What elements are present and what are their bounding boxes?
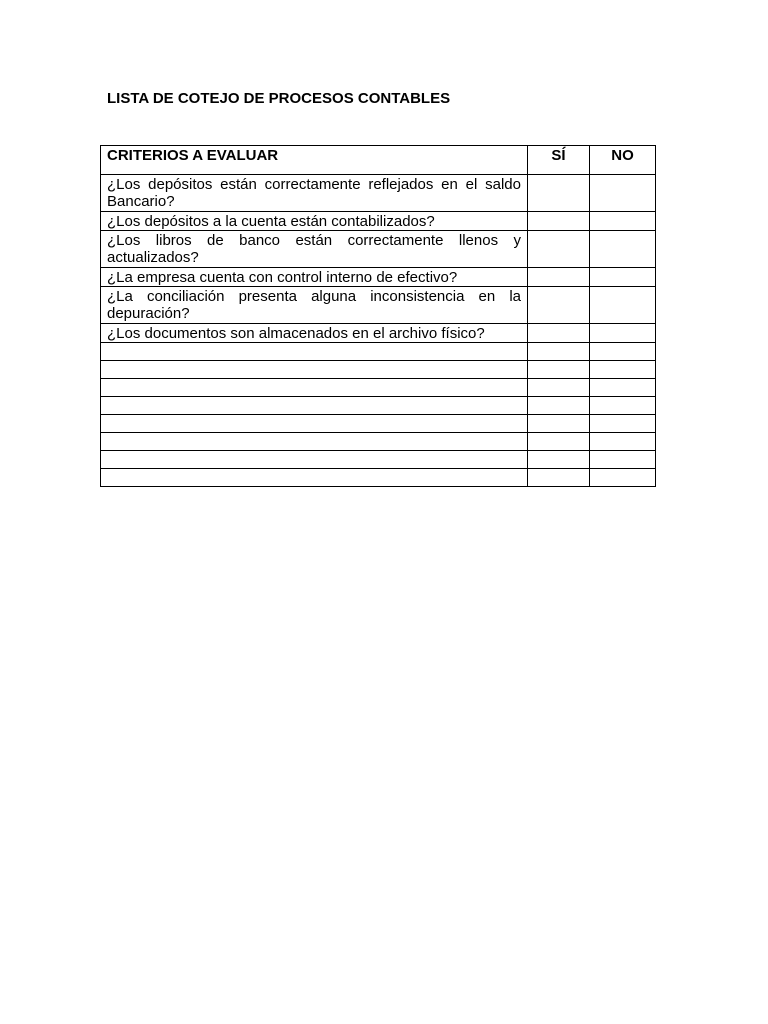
empty-table-row bbox=[101, 379, 656, 397]
no-cell[interactable] bbox=[590, 324, 656, 343]
table-row bbox=[101, 287, 656, 324]
no-cell[interactable] bbox=[590, 343, 656, 361]
yes-cell[interactable] bbox=[528, 433, 590, 451]
criteria-cell: ¿Los depósitos a la cuenta están contabilizados? bbox=[101, 212, 528, 231]
criteria-cell: ¿La conciliación presenta alguna inconsistencia en la depuración? bbox=[101, 287, 528, 324]
criteria-cell[interactable] bbox=[101, 415, 528, 433]
yes-cell[interactable] bbox=[528, 379, 590, 397]
empty-table-row bbox=[101, 415, 656, 433]
criteria-cell: ¿Los libros de banco están correctamente llenos y actualizados? bbox=[101, 231, 528, 268]
no-cell[interactable] bbox=[590, 231, 656, 268]
checklist-table bbox=[100, 145, 656, 487]
criteria-cell: ¿La empresa cuenta con control interno de efectivo? bbox=[101, 268, 528, 287]
yes-cell[interactable] bbox=[528, 287, 590, 324]
table-row bbox=[101, 212, 656, 231]
yes-cell[interactable] bbox=[528, 324, 590, 343]
header-criteria: CRITERIOS A EVALUAR bbox=[101, 146, 528, 175]
header-no: NO bbox=[590, 146, 656, 175]
no-cell[interactable] bbox=[590, 212, 656, 231]
yes-cell[interactable] bbox=[528, 361, 590, 379]
no-cell[interactable] bbox=[590, 469, 656, 487]
yes-cell[interactable] bbox=[528, 469, 590, 487]
empty-table-row bbox=[101, 433, 656, 451]
page-title: LISTA DE COTEJO DE PROCESOS CONTABLES bbox=[107, 90, 451, 107]
no-cell[interactable] bbox=[590, 175, 656, 212]
empty-rows bbox=[101, 343, 656, 487]
yes-cell[interactable] bbox=[528, 231, 590, 268]
criteria-cell[interactable] bbox=[101, 469, 528, 487]
no-cell[interactable] bbox=[590, 451, 656, 469]
criteria-cell: ¿Los documentos son almacenados en el archivo físico? bbox=[101, 324, 528, 343]
table-header-row bbox=[101, 146, 656, 175]
yes-cell[interactable] bbox=[528, 397, 590, 415]
header-yes: SÍ bbox=[528, 146, 590, 175]
yes-cell[interactable] bbox=[528, 415, 590, 433]
no-cell[interactable] bbox=[590, 287, 656, 324]
no-cell[interactable] bbox=[590, 415, 656, 433]
yes-cell[interactable] bbox=[528, 343, 590, 361]
yes-cell[interactable] bbox=[528, 451, 590, 469]
table-row bbox=[101, 175, 656, 212]
no-cell[interactable] bbox=[590, 433, 656, 451]
empty-table-row bbox=[101, 469, 656, 487]
no-cell[interactable] bbox=[590, 361, 656, 379]
empty-table-row bbox=[101, 361, 656, 379]
table-row bbox=[101, 324, 656, 343]
criteria-cell[interactable] bbox=[101, 379, 528, 397]
empty-table-row bbox=[101, 343, 656, 361]
no-cell[interactable] bbox=[590, 379, 656, 397]
table-row bbox=[101, 268, 656, 287]
criteria-cell[interactable] bbox=[101, 343, 528, 361]
yes-cell[interactable] bbox=[528, 212, 590, 231]
criteria-cell[interactable] bbox=[101, 451, 528, 469]
table-row bbox=[101, 231, 656, 268]
criteria-cell[interactable] bbox=[101, 361, 528, 379]
criteria-cell: ¿Los depósitos están correctamente reflejados en el saldo Bancario? bbox=[101, 175, 528, 212]
yes-cell[interactable] bbox=[528, 268, 590, 287]
empty-table-row bbox=[101, 451, 656, 469]
no-cell[interactable] bbox=[590, 397, 656, 415]
criteria-cell[interactable] bbox=[101, 397, 528, 415]
yes-cell[interactable] bbox=[528, 175, 590, 212]
no-cell[interactable] bbox=[590, 268, 656, 287]
empty-table-row bbox=[101, 397, 656, 415]
criteria-cell[interactable] bbox=[101, 433, 528, 451]
